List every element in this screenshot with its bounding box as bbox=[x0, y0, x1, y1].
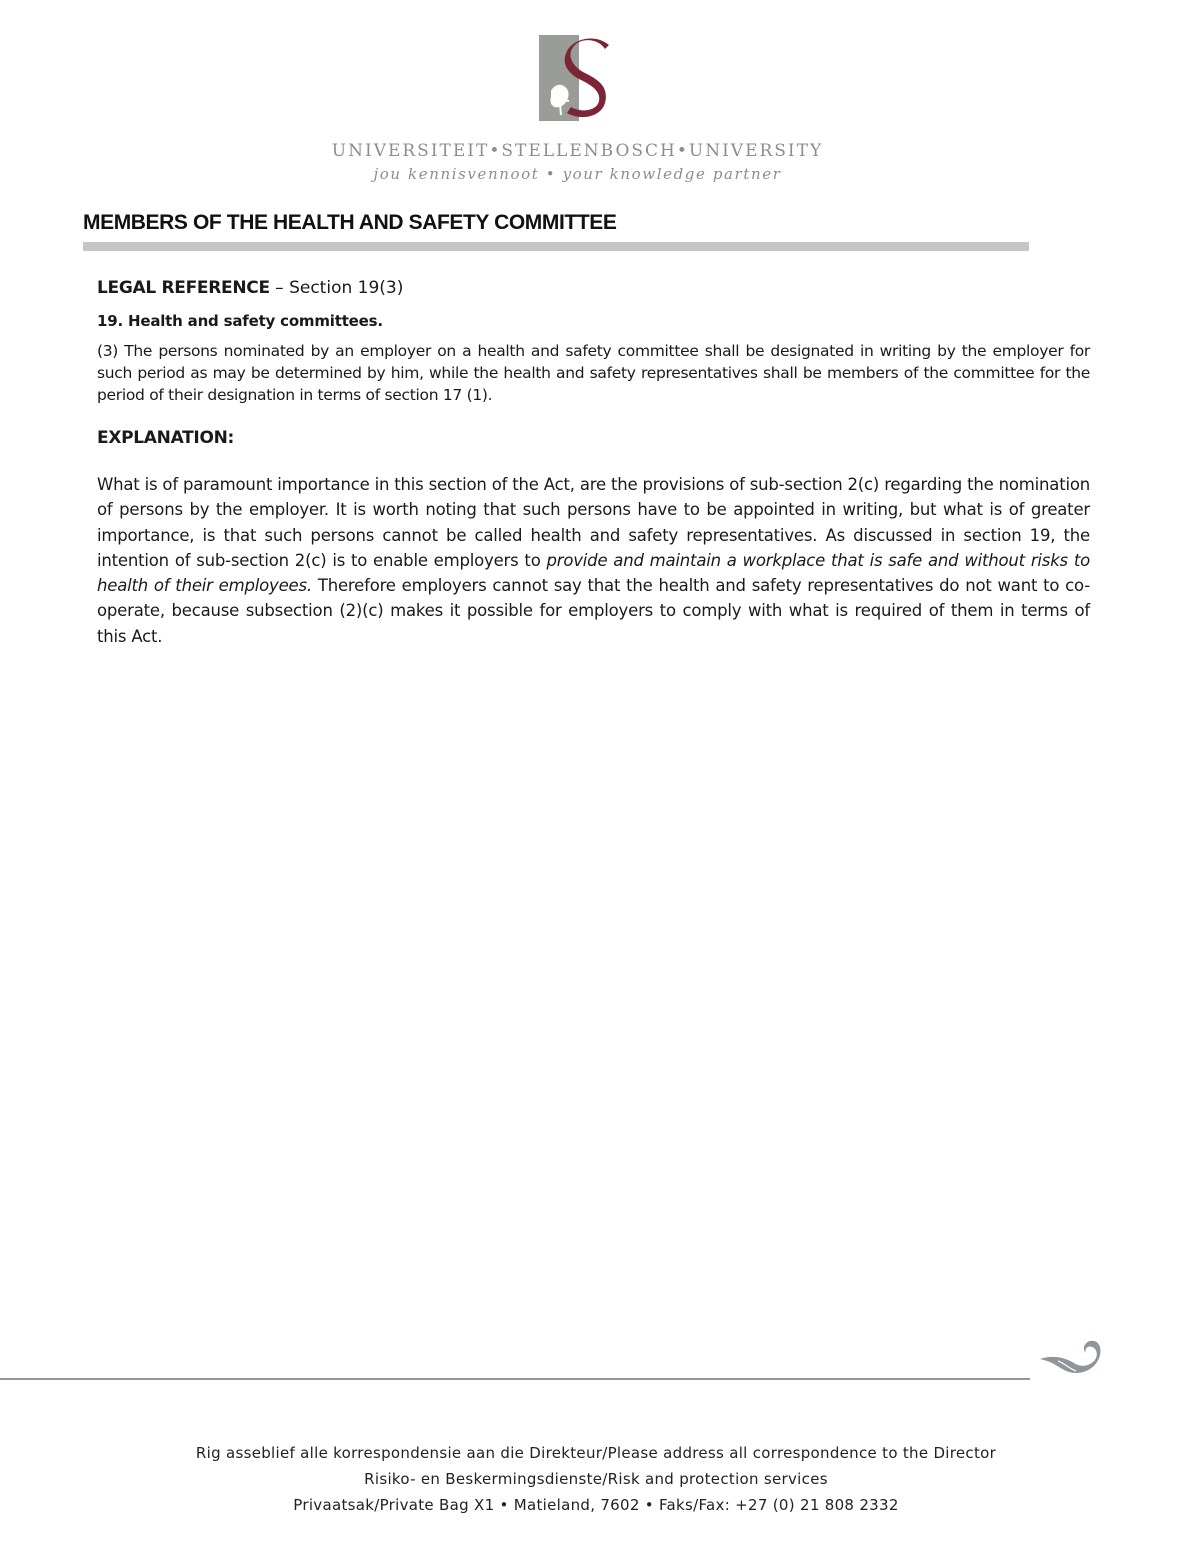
page-title: MEMBERS OF THE HEALTH AND SAFETY COMMITTEE bbox=[83, 211, 617, 234]
explanation-emphasis: provide and maintain a workplace that is safe and without risks to health of their employees. bbox=[97, 550, 1090, 596]
university-name: UNIVERSITEIT•STELLENBOSCH•UNIVERSITY bbox=[331, 141, 824, 161]
legal-reference-section: Section 19(3) bbox=[289, 278, 404, 298]
footer-line-address: Privaatsak/Private Bag X1 • Matieland, 7602 • Faks/Fax: +27 (0) 21 808 2332 bbox=[293, 1496, 899, 1514]
document-body bbox=[97, 278, 1090, 649]
footer-divider bbox=[0, 1378, 1030, 1380]
university-tagline: jou kennisvennoot • your knowledge partner bbox=[373, 165, 782, 183]
footer-line-correspondence: Rig asseblief alle korrespondensie aan die Direkteur/Please address all correspondence to the Director bbox=[195, 1444, 997, 1462]
legal-reference-label: LEGAL REFERENCE bbox=[97, 278, 270, 298]
explanation-text-part1: What is of paramount importance in this section of the Act, are the provisions of sub-section 2(c) regarding the nomination of persons by the employer. It is worth noting that such persons have to be appointed in writing, but what is of greater importance, is that such persons cannot be called health and safety representatives. As discussed in section 19, the intention of sub-section 2(c) is to enable employers to bbox=[97, 475, 1090, 570]
clause-heading: 19. Health and safety committees. bbox=[97, 312, 383, 330]
legal-reference bbox=[97, 278, 1090, 298]
footer-address bbox=[0, 1440, 1192, 1518]
legal-reference-separator: – bbox=[269, 278, 290, 298]
explanation-paragraph bbox=[97, 472, 1090, 649]
clause-text: (3) The persons nominated by an employer on a health and safety committee shall be designated in writing by the employer for such period as may be determined by him, while the health and safety representatives shall be members of the committee for the period of their designation in terms of section 17 (1). bbox=[97, 342, 1090, 404]
leaf-swoosh-icon bbox=[1038, 1337, 1102, 1381]
explanation-text-part2: Therefore employers cannot say that the health and safety representatives do not want to co-operate, because subsection (2)(c) makes it possible for employers to comply with what is required of them in terms of this Act. bbox=[97, 576, 1091, 646]
explanation-heading: EXPLANATION: bbox=[97, 428, 235, 448]
footer-line-department: Risiko- en Beskermingsdienste/Risk and protection services bbox=[364, 1470, 828, 1488]
title-divider bbox=[83, 242, 1029, 251]
university-s-crest-icon bbox=[539, 35, 615, 121]
